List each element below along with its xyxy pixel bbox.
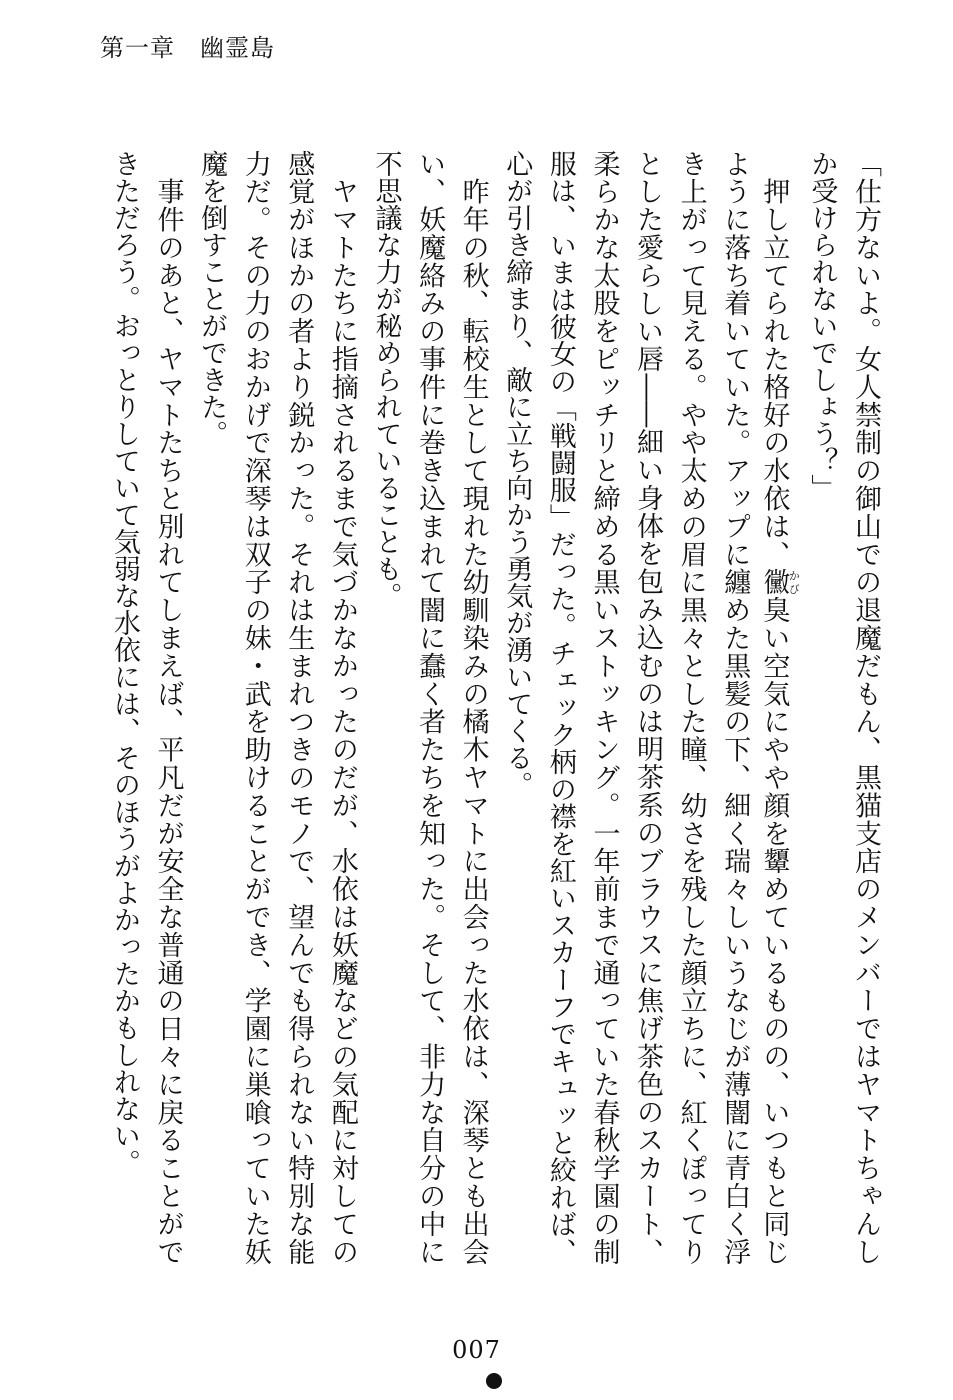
text-column: き上がって見える。やや太めの眉に黒々とした瞳、幼さを残した顔立ちに、紅くぽってり <box>675 150 707 1265</box>
ruby-text: かび <box>787 568 801 596</box>
text-column: 魔を倒すことができた。 <box>196 150 228 447</box>
page-number: 007 <box>452 1336 501 1364</box>
text-column: 昨年の秋、転校生として現れた幼馴染みの橘木ヤマトに出会った水依は、深琴とも出会 <box>457 150 489 1265</box>
text-column: 服は、いまは彼女の「戦闘服」だった。チェック柄の襟を紅いスカーフでキュッと絞れば、 <box>544 150 576 1265</box>
text-column: 力だ。その力のおかげで深琴は双子の妹・武を助けることができ、学園に巣喰っていた妖 <box>239 150 271 1265</box>
text-segment: 臭い空気にやや顔を顰めているものの、いつもと同じ <box>758 596 790 1266</box>
text-column: とした愛らしい唇――細い身体を包み込むのは明茶系のブラウスに焦げ茶色のスカート、 <box>632 150 664 1265</box>
vertical-text-body <box>102 150 887 1265</box>
text-column: ように落ち着いていた。アップに纏めた黒髪の下、細く瑞々しいうなじが薄闇に青白く浮 <box>719 150 751 1265</box>
text-column: 不思議な力が秘められていることも。 <box>370 150 402 609</box>
chapter-title: 幽霊島 <box>200 34 275 62</box>
ruby-annotation <box>758 568 801 597</box>
text-column: ヤマトたちに指摘されるまで気づかなかったのだが、水依は妖魔などの気配に対しての <box>326 150 358 1265</box>
page-marker-dot <box>486 1373 502 1389</box>
chapter-label: 第一章 <box>100 34 175 62</box>
text-column: か受けられないでしょう？」 <box>806 150 838 501</box>
text-column: 「仕方ないよ。女人禁制の御山での退魔だもん、黒猫支店のメンバーではヤマトちゃんし <box>850 150 881 1265</box>
ruby-base: 黴 <box>758 568 790 597</box>
text-column: 事件のあと、ヤマトたちと別れてしまえば、平凡だが安全な普通の日々に戻ることがで <box>152 150 184 1265</box>
text-column: きただろう。おっとりしていて気弱な水依には、そのほうがよかったかもしれない。 <box>108 150 140 1176</box>
text-column: 感覚がほかの者より鋭かった。それは生まれつきのモノで、望んでも得られない特別な能 <box>283 150 315 1265</box>
running-header <box>100 28 275 63</box>
text-column <box>756 150 800 1265</box>
text-column: 心が引き締まり、敵に立ち向かう勇気が湧いてくる。 <box>501 150 533 798</box>
text-column: い、妖魔絡みの事件に巻き込まれて闇に蠢く者たちを知った。そして、非力な自分の中に <box>414 150 446 1265</box>
text-column: 柔らかな太股をピッチリと締める黒いストッキング。一年前まで通っていた春秋学園の制 <box>588 150 620 1265</box>
text-segment: 押し立てられた格好の水依は、 <box>758 150 790 569</box>
